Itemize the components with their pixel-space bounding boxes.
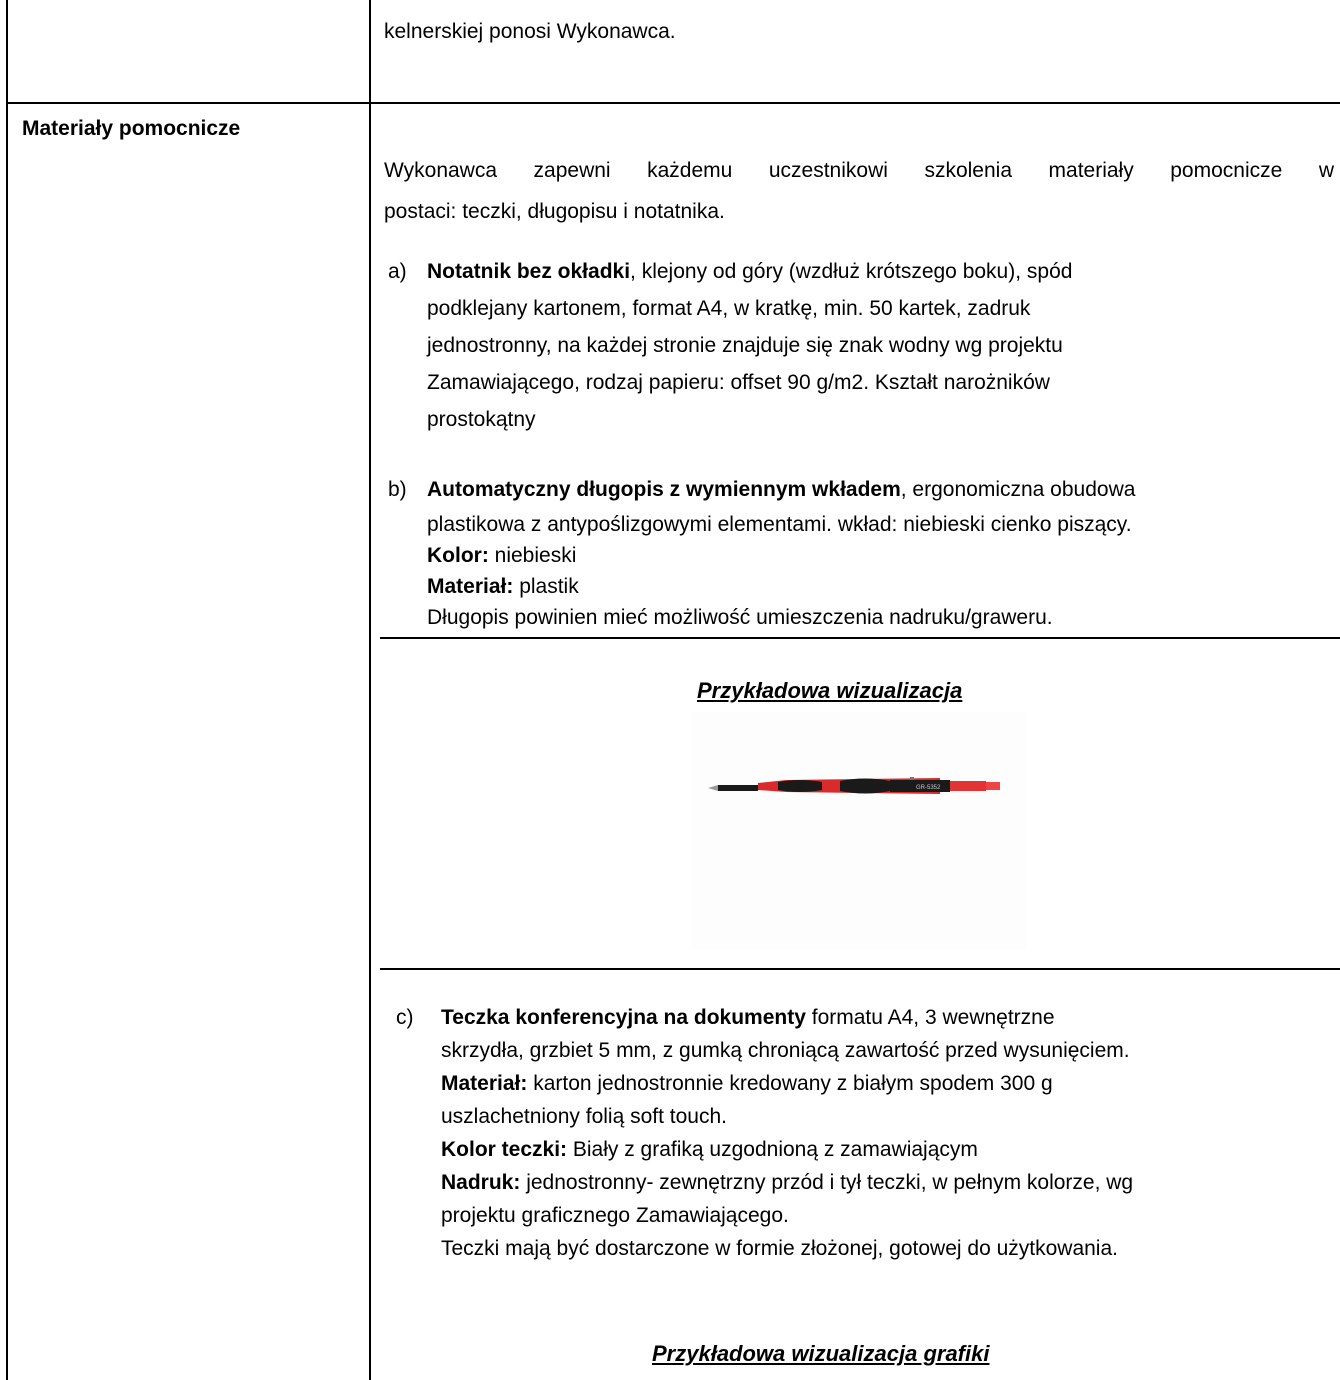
item-a-marker: a): [388, 260, 407, 283]
item-c-line: formatu A4, 3 wewnętrzne: [805, 1006, 1055, 1029]
item-b-caption: Przykładowa wizualizacja: [697, 678, 963, 703]
item-c-line: uszlachetniony folią soft touch.: [441, 1105, 728, 1128]
item-c-title: Teczka konferencyjna na dokumenty: [441, 1006, 806, 1029]
item-b-line: plastikowa z antypoślizgowymi elementami. wkład: niebieski cienko piszący.: [427, 513, 1132, 536]
item-c-kolor-value: Biały z grafiką uzgodnioną z zamawiającym: [567, 1138, 978, 1161]
item-c-line: projektu graficznego Zamawiającego.: [441, 1204, 789, 1227]
item-c-marker: c): [396, 1006, 414, 1029]
item-b-material-value: plastik: [513, 575, 579, 598]
item-c-material-label: Materiał:: [441, 1072, 528, 1095]
pen-text: GR-5352: [916, 785, 941, 791]
item-b-material-label: Materiał:: [427, 575, 514, 598]
item-c-nadruk-value: jednostronny- zewnętrzny przód i tył teczki, w pełnym kolorze, wg: [520, 1171, 1134, 1194]
intro-line: Wykonawca zapewni każdemu uczestnikowi szkolenia materiały pomocnicze w: [384, 159, 1334, 182]
item-a-body: [427, 256, 1332, 435]
item-c-nadruk-label: Nadruk:: [441, 1171, 521, 1194]
item-c-caption: Przykładowa wizualizacja grafiki: [652, 1341, 990, 1366]
intro-paragraph: [384, 155, 1334, 227]
item-b-marker: b): [388, 478, 407, 501]
item-b-end-divider: [380, 968, 1340, 970]
item-a-line: prostokątny: [427, 408, 536, 431]
top-row-text: kelnerskiej ponosi Wykonawca.: [384, 20, 676, 43]
item-c-kolor-label: Kolor teczki:: [441, 1138, 568, 1161]
section-label: Materiały pomocnicze: [22, 117, 241, 140]
item-a-line: Zamawiającego, rodzaj papieru: offset 90 g/m2. Kształt narożników: [427, 371, 1050, 394]
item-c-line: skrzydła, grzbiet 5 mm, z gumką chroniącą zawartość przed wysunięciem.: [441, 1039, 1130, 1062]
item-b-divider: [380, 637, 1340, 639]
item-c-material-value: karton jednostronnie kredowany z białym spodem 300 g: [527, 1072, 1053, 1095]
item-a-line: , klejony od góry (wzdłuż krótszego boku), spód: [630, 260, 1073, 283]
item-b-body: [427, 474, 1337, 633]
item-b-note: Długopis powinien mieć możliwość umieszczenia nadruku/graweru.: [427, 606, 1053, 629]
pen-icon: [690, 712, 1026, 950]
item-a-line: podklejany kartonem, format A4, w kratkę, min. 50 kartek, zadruk: [427, 297, 1031, 320]
table-left-border: [6, 0, 8, 1380]
item-b-kolor-label: Kolor:: [427, 544, 489, 567]
item-a-title: Notatnik bez okładki: [427, 260, 631, 283]
intro-line: postaci: teczki, długopisu i notatnika.: [384, 200, 725, 223]
item-a-line: jednostronny, na każdej stronie znajduje się znak wodny wg projektu: [427, 334, 1063, 357]
item-c-body: [441, 1002, 1336, 1264]
item-c-note: Teczki mają być dostarczone w formie złożonej, gotowej do użytkowania.: [441, 1237, 1118, 1260]
row-divider: [6, 102, 1340, 104]
item-b-line: , ergonomiczna obudowa: [900, 478, 1136, 501]
table-column-divider: [369, 0, 371, 1380]
item-b-title: Automatyczny długopis z wymiennym wkładem: [427, 478, 901, 501]
pen-image: [690, 712, 1026, 950]
item-b-kolor-value: niebieski: [488, 544, 577, 567]
